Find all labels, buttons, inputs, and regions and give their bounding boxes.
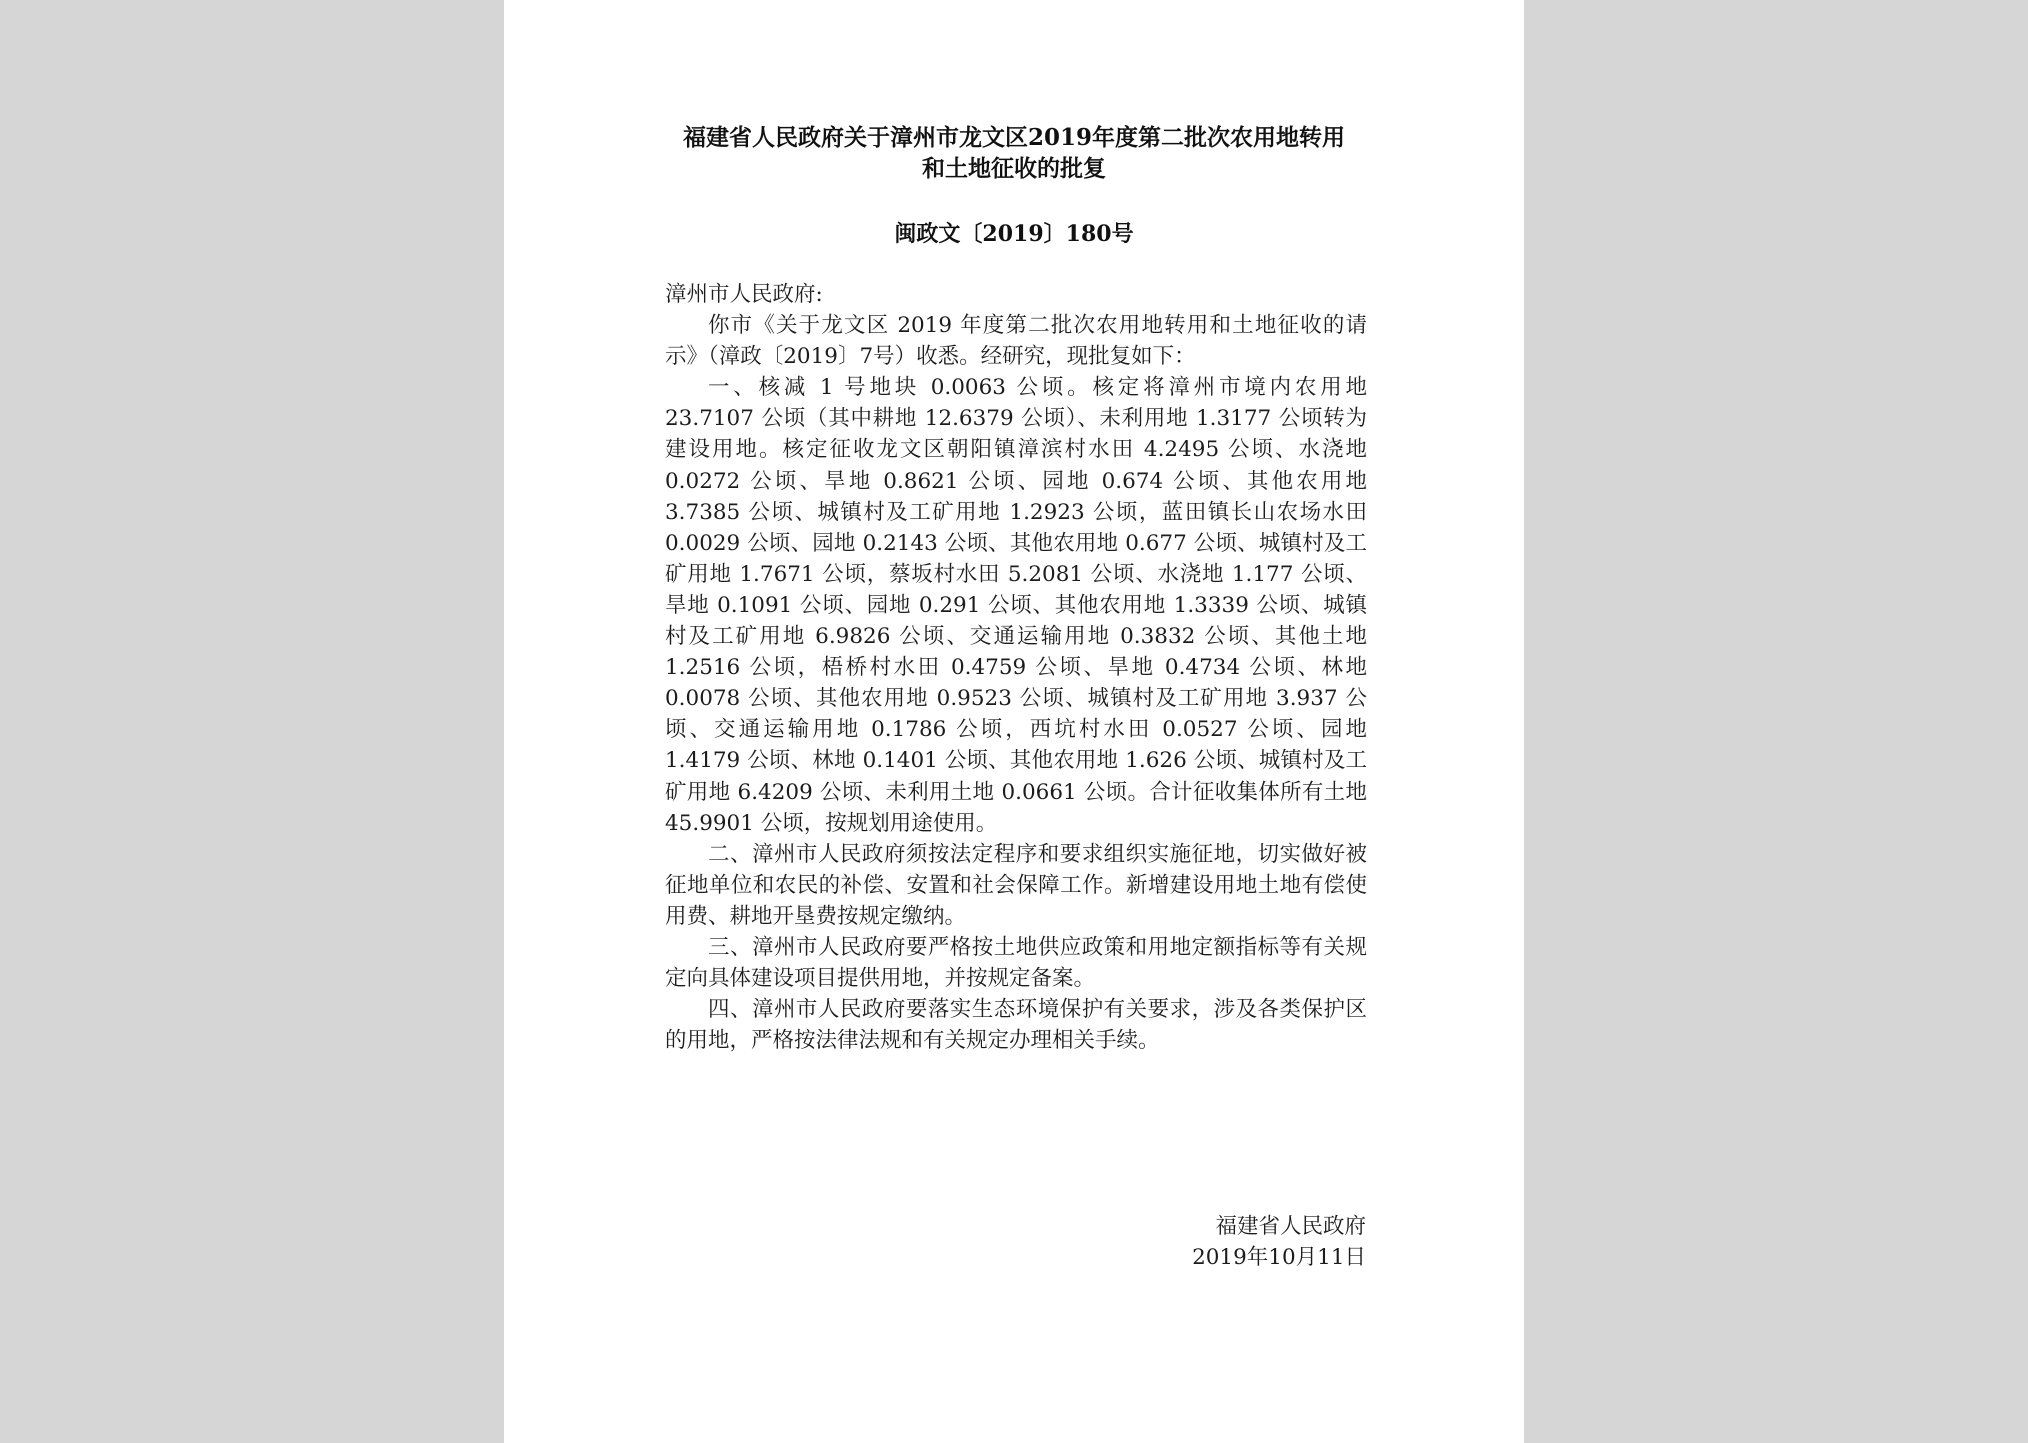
document-number: 闽政文〔2019〕180号 — [894, 221, 1134, 247]
document-page — [504, 0, 1524, 1443]
document-body — [665, 279, 1367, 1056]
signature-date: 2019年10月11日 — [1192, 1245, 1366, 1271]
paragraph-intro: 你市《关于龙文区 2019 年度第二批次农用地转用和土地征收的请示》（漳政〔2019〕7号）收悉。经研究，现批复如下： — [665, 313, 1367, 370]
title-line-1: 福建省人民政府关于漳州市龙文区2019年度第二批次农用地转用 — [682, 124, 1345, 151]
paragraph-item-4: 四、漳州市人民政府要落实生态环境保护有关要求，涉及各类保护区的用地，严格按法律法规和有关规定办理相关手续。 — [665, 997, 1367, 1054]
signature-organization: 福建省人民政府 — [1215, 1214, 1366, 1239]
document-title — [504, 122, 1524, 184]
addressee: 漳州市人民政府: — [665, 282, 823, 307]
signature-block — [1104, 1211, 1366, 1273]
paragraph-item-1: 一、核减 1 号地块 0.0063 公顷。核定将漳州市境内农用地 23.7107 公顷（其中耕地 12.6379 公顷）、未利用地 1.3177 公顷转为建设用地。核定征收龙文区朝阳镇漳滨村水田 4.2495 公顷、水浇地 0.0272 公顷、旱地 0.8621 公顷、园地 0.674 公顷、其他农用地 3.7385 公顷、城镇村及工矿用地 1.2923 公顷，蓝田镇长山农场水田 0.0029 公顷、园地 0.2143 公顷、其他农用地 0.677 公顷、城镇村及工矿用地 1.7671 公顷，蔡坂村水田 5.2081 公顷、水浇地 1.177 公顷、旱地 0.1091 公顷、园地 0.291 公顷、其他农用地 1.3339 公顷、城镇村及工矿用地 6.9826 公顷、交通运输用地 0.3832 公顷、其他土地 1.2516 公顷，梧桥村水田 0.4759 公顷、旱地 0.4734 公顷、林地 0.0078 公顷、其他农用地 0.9523 公顷、城镇村及工矿用地 3.937 公顷、交通运输用地 0.1786 公顷，西坑村水田 0.0527 公顷、园地 1.4179 公顷、林地 0.1401 公顷、其他农用地 1.626 公顷、城镇村及工矿用地 6.4209 公顷、未利用土地 0.0661 公顷。合计征收集体所有土地 45.9901 公顷，按规划用途使用。 — [665, 375, 1367, 836]
paragraph-item-2: 二、漳州市人民政府须按法定程序和要求组织实施征地，切实做好被征地单位和农民的补偿、安置和社会保障工作。新增建设用地土地有偿使用费、耕地开垦费按规定缴纳。 — [665, 841, 1367, 929]
title-line-2: 和土地征收的批复 — [922, 155, 1106, 182]
paragraph-item-3: 三、漳州市人民政府要严格按土地供应政策和用地定额指标等有关规定向具体建设项目提供用地，并按规定备案。 — [665, 934, 1367, 992]
